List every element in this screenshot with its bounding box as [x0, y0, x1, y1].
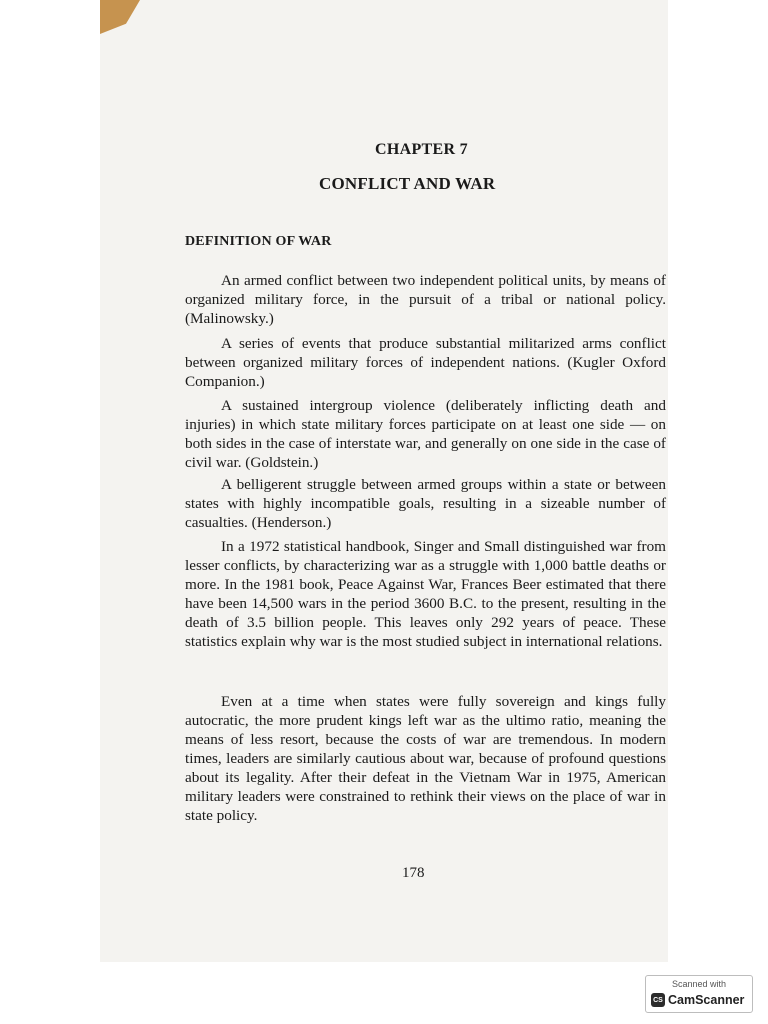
- page-number: 178: [402, 865, 425, 881]
- definition-paragraph-kugler: A series of events that produce substantial militarized arms conflict between organized military forces of independent nations. (Kugler Oxford Companion.): [185, 335, 666, 390]
- watermark-caption: Scanned with: [671, 979, 727, 989]
- history-paragraph: Even at a time when states were fully sovereign and kings fully autocratic, the more prudent kings left war as the ultimo ratio, meaning the means of less resort, because the costs of war are tremendous. In modern times, leaders are similarly cautious about war, because of profound questions about its legality. After their defeat in the Vietnam War in 1975, American military leaders were constrained to rethink their views on the place of war in state policy.: [185, 693, 666, 824]
- watermark-app-name: CamScanner: [668, 993, 745, 1007]
- watermark-brand: [651, 993, 744, 1007]
- definition-paragraph-henderson: A belligerent struggle between armed groups within a state or between states with highly incompatible goals, resulting in a sizeable number of casualties. (Henderson.): [185, 476, 666, 531]
- definition-paragraph-goldstein: A sustained intergroup violence (deliberately inflicting death and injuries) in which state military forces participate on at least one side — on both sides in the case of interstate war, and generally on one side in the case of civil war. (Goldstein.): [185, 397, 666, 471]
- definition-paragraph-malinowsky: An armed conflict between two independent political units, by means of organized military force, in the pursuit of a tribal or national policy. (Malinowsky.): [185, 272, 666, 327]
- section-heading: DEFINITION OF WAR: [185, 234, 332, 249]
- statistics-paragraph: In a 1972 statistical handbook, Singer and Small distinguished war from lesser conflicts, by characterizing war as a struggle with 1,000 battle deaths or more. In the 1981 book, Peace Against War, Frances Beer estimated that there have been 14,500 wars in the period 3600 B.C. to the present, resulting in the death of 3.5 billion people. This leaves only 292 years of peace. These statistics explain why war is the most studied subject in international relations.: [185, 538, 666, 650]
- chapter-label: CHAPTER 7: [375, 141, 468, 158]
- camscanner-watermark: [645, 975, 753, 1013]
- chapter-title: CONFLICT AND WAR: [319, 174, 496, 193]
- camscanner-logo-icon: CS: [651, 993, 665, 1007]
